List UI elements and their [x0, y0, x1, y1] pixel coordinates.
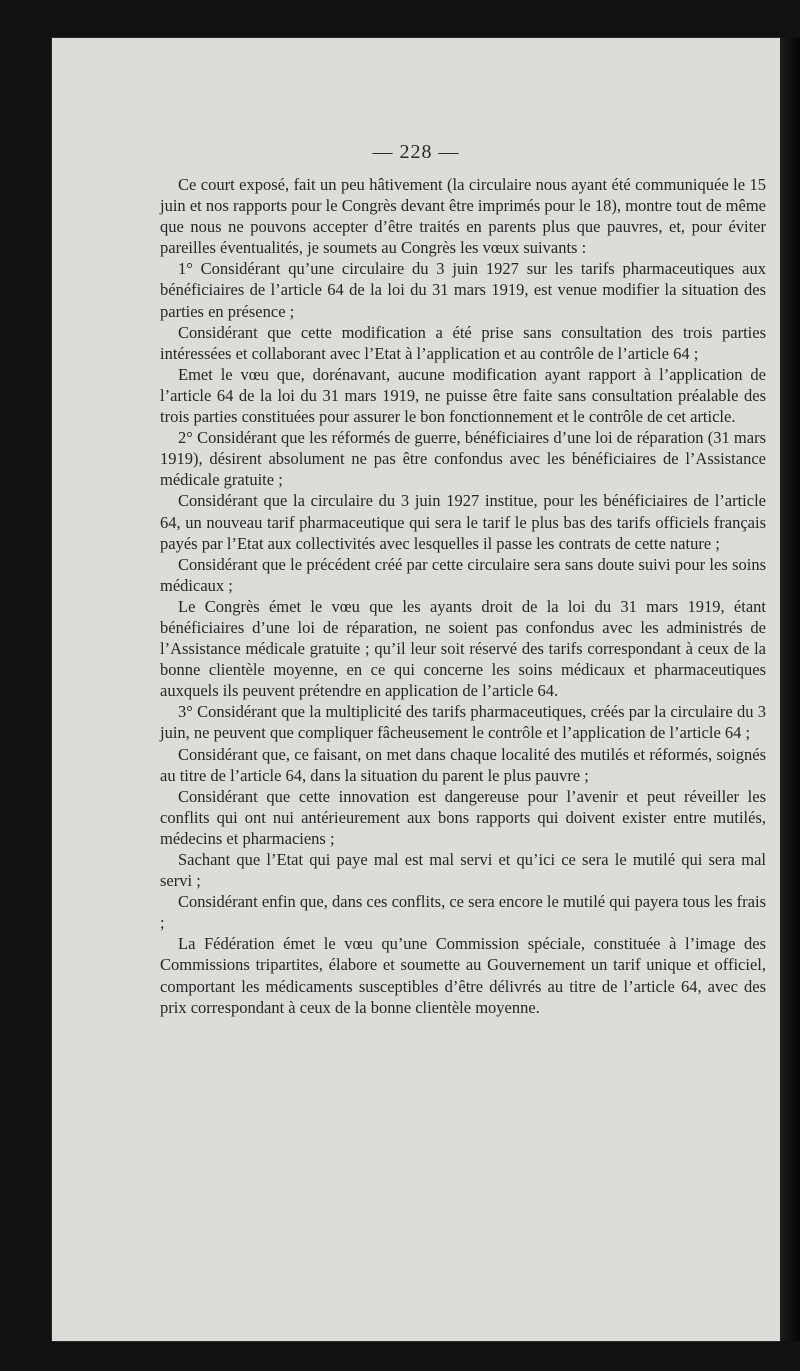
scanned-page: [52, 38, 780, 1341]
paragraph: Ce court exposé, fait un peu hâtivement (la circulaire nous ayant été communiquée le 15 juin et nos rapports pour le Congrès devant être imprimés pour le 18), montre tout de même que nous ne pouvons accepter d’être traités en parents plus que pauvres, et, pour éviter pareilles éventualités, je soumets au Congrès les vœux suivants :: [160, 175, 766, 258]
paragraph: Emet le vœu que, dorénavant, aucune modification ayant rapport à l’application de l’article 64 de la loi du 31 mars 1919, ne puisse être faite sans consultation préalable des trois parties constituées pour assurer le bon fonctionnement et le contrôle de cet article.: [160, 364, 766, 427]
paragraph: Le Congrès émet le vœu que les ayants droit de la loi du 31 mars 1919, étant bénéficiaires d’une loi de réparation, ne soient pas confondus avec les administrés de l’Assistance médicale gratuite ; qu’il leur soit réservé des tarifs correspondant à ceux de la bonne clientèle moyenne, en ce qui concerne les soins médicaux et pharmaceutiques auxquels ils peuvent prétendre en application de l’article 64.: [160, 596, 766, 701]
paragraph: 3° Considérant que la multiplicité des tarifs pharmaceutiques, créés par la circulaire du 3 juin, ne peuvent que compliquer fâcheusement le contrôle et l’application de l’article 64 ;: [160, 702, 766, 743]
paragraph: Considérant que cette modification a été prise sans consultation des trois parties intéressées et collaborant avec l’Etat à l’application et au contrôle de l’article 64 ;: [160, 322, 766, 363]
paragraph: 2° Considérant que les réformés de guerre, bénéficiaires d’une loi de réparation (31 mars 1919), désirent absolument ne pas être confondus avec les bénéficiaires de l’Assistance médicale gratuite ;: [160, 428, 766, 490]
paragraph: Considérant que le précédent créé par cette circulaire sera sans doute suivi pour les soins médicaux ;: [160, 554, 766, 595]
page-number: — 228 —: [372, 141, 460, 163]
paragraph: La Fédération émet le vœu qu’une Commission spéciale, constituée à l’image des Commissions tripartites, élabore et soumette au Gouvernement un tarif unique et officiel, comportant les médicaments susceptibles d’être délivrés au titre de l’article 64, avec des prix correspondant à ceux de la bonne clientèle moyenne.: [160, 934, 766, 1017]
paragraph: Considérant que la circulaire du 3 juin 1927 institue, pour les bénéficiaires de l’article 64, un nouveau tarif pharmaceutique qui sera le tarif le plus bas des tarifs officiels français payés par l’Etat aux collectivités avec lesquelles il passe les contrats de cette nature ;: [160, 491, 766, 553]
body-text: [160, 174, 766, 1018]
paragraph: Considérant enfin que, dans ces conflits, ce sera encore le mutilé qui payera tous les frais ;: [160, 892, 766, 933]
paragraph: Considérant que cette innovation est dangereuse pour l’avenir et peut réveiller les conflits qui ont nui antérieurement aux bons rapports qui doivent exister entre mutilés, médecins et pharmaciens ;: [160, 786, 766, 848]
paragraph: 1° Considérant qu’une circulaire du 3 juin 1927 sur les tarifs pharmaceutiques aux bénéficiaires de l’article 64 de la loi du 31 mars 1919, est venue modifier la situation des parties en présence ;: [160, 259, 766, 321]
paragraph: Sachant que l’Etat qui paye mal est mal servi et qu’ici ce sera le mutilé qui sera mal servi ;: [160, 850, 766, 891]
paragraph: Considérant que, ce faisant, on met dans chaque localité des mutilés et réformés, soignés au titre de l’article 64, dans la situation du parent le plus pauvre ;: [160, 744, 766, 785]
binding-edge: [780, 38, 800, 1341]
